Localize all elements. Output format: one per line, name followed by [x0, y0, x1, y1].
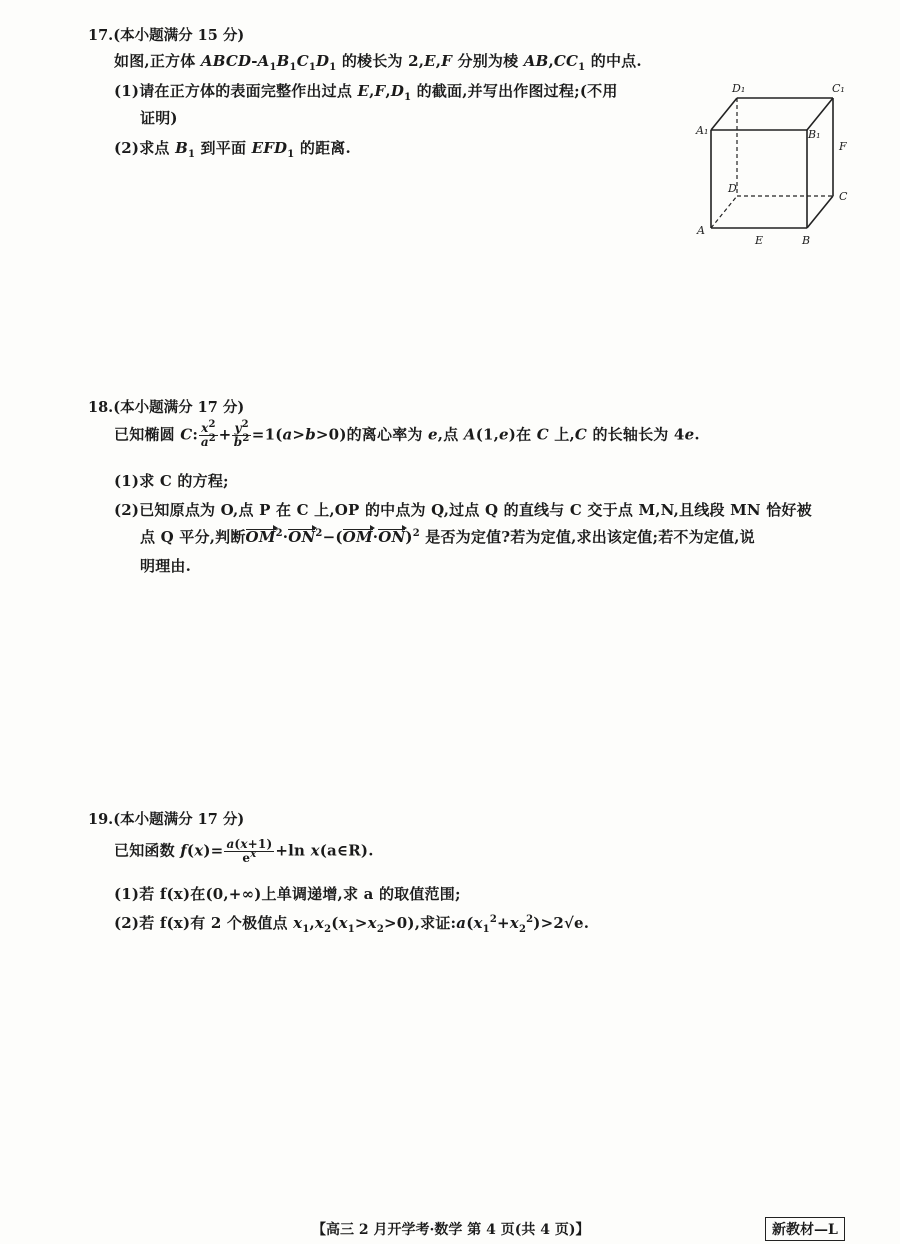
label-C1: C₁: [832, 82, 845, 95]
q17-part1: (1)请在正方体的表面完整作出过点 $E,F,D_1$ 的截面,并写出作图过程;(不用: [114, 82, 618, 103]
q18-stem: 已知椭圆 C: $\frac{x^2}{a^2}$ + $\frac{y^2}{b^2}$ =1(a>b>0)的离心率为 e,点 A(1,e)在 C 上,C 的长轴长为 4e.: [114, 419, 700, 449]
q17-heading: 17.(本小题满分 15 分): [88, 27, 245, 44]
label-B1: B₁: [808, 128, 821, 141]
q17-part1-cont: 证明): [140, 109, 178, 127]
q17-stem: 如图,正方体 ABCD-$A_1B_1C_1D_1$ 的棱长为 2,E,F 分别为棱 $AB,CC_1$ 的中点.: [114, 52, 642, 73]
q18-heading: 18.(本小题满分 17 分): [88, 399, 245, 416]
label-F: F: [839, 140, 847, 153]
label-B: B: [802, 234, 811, 247]
q18-part1: (1)求 C 的方程;: [114, 472, 229, 490]
q18-part2: (2)已知原点为 O,点 P 在 C 上,OP 的中点为 Q,过点 Q 的直线与 C 交于点 M,N,且线段 MN 恰好被: [114, 501, 812, 519]
label-E: E: [755, 234, 764, 247]
q18-part2-end: 明理由.: [140, 557, 192, 575]
q19-heading: 19.(本小题满分 17 分): [88, 811, 245, 828]
q19-part2: (2)若 f(x)有 2 个极值点 $x_1,x_2(x_1>x_2>0)$,求证$:a(x_1^2+x_2^2)>2√e$.: [114, 914, 590, 935]
label-D: D: [728, 182, 737, 195]
edition-badge: 新教材—L: [765, 1217, 845, 1241]
cube-figure: [690, 78, 860, 250]
label-C: C: [839, 190, 848, 203]
q17-part2: (2)求点 $B_1$ 到平面 $EFD_1$ 的距离.: [114, 139, 351, 160]
q18-part2-cont: 点 Q 平分,判断$OM^2\cdot ON^2-(OM\cdot ON)^2$ 是否为定值?若为定值,求出该定值;若不为定值,说: [140, 528, 755, 546]
label-A1: A₁: [696, 124, 709, 137]
label-D1: D₁: [732, 82, 746, 95]
q19-part1: (1)若 f(x)在(0,+∞)上单调递增,求 a 的取值范围;: [114, 885, 461, 903]
label-A: A: [697, 224, 705, 237]
page-footer: 【高三 2 月开学考·数学 第 4 页(共 4 页)】: [312, 1222, 590, 1238]
q19-stem: 已知函数 f(x)= $\frac{a(x+1)}{e^x}$ +ln x(a∈R).: [114, 837, 374, 865]
